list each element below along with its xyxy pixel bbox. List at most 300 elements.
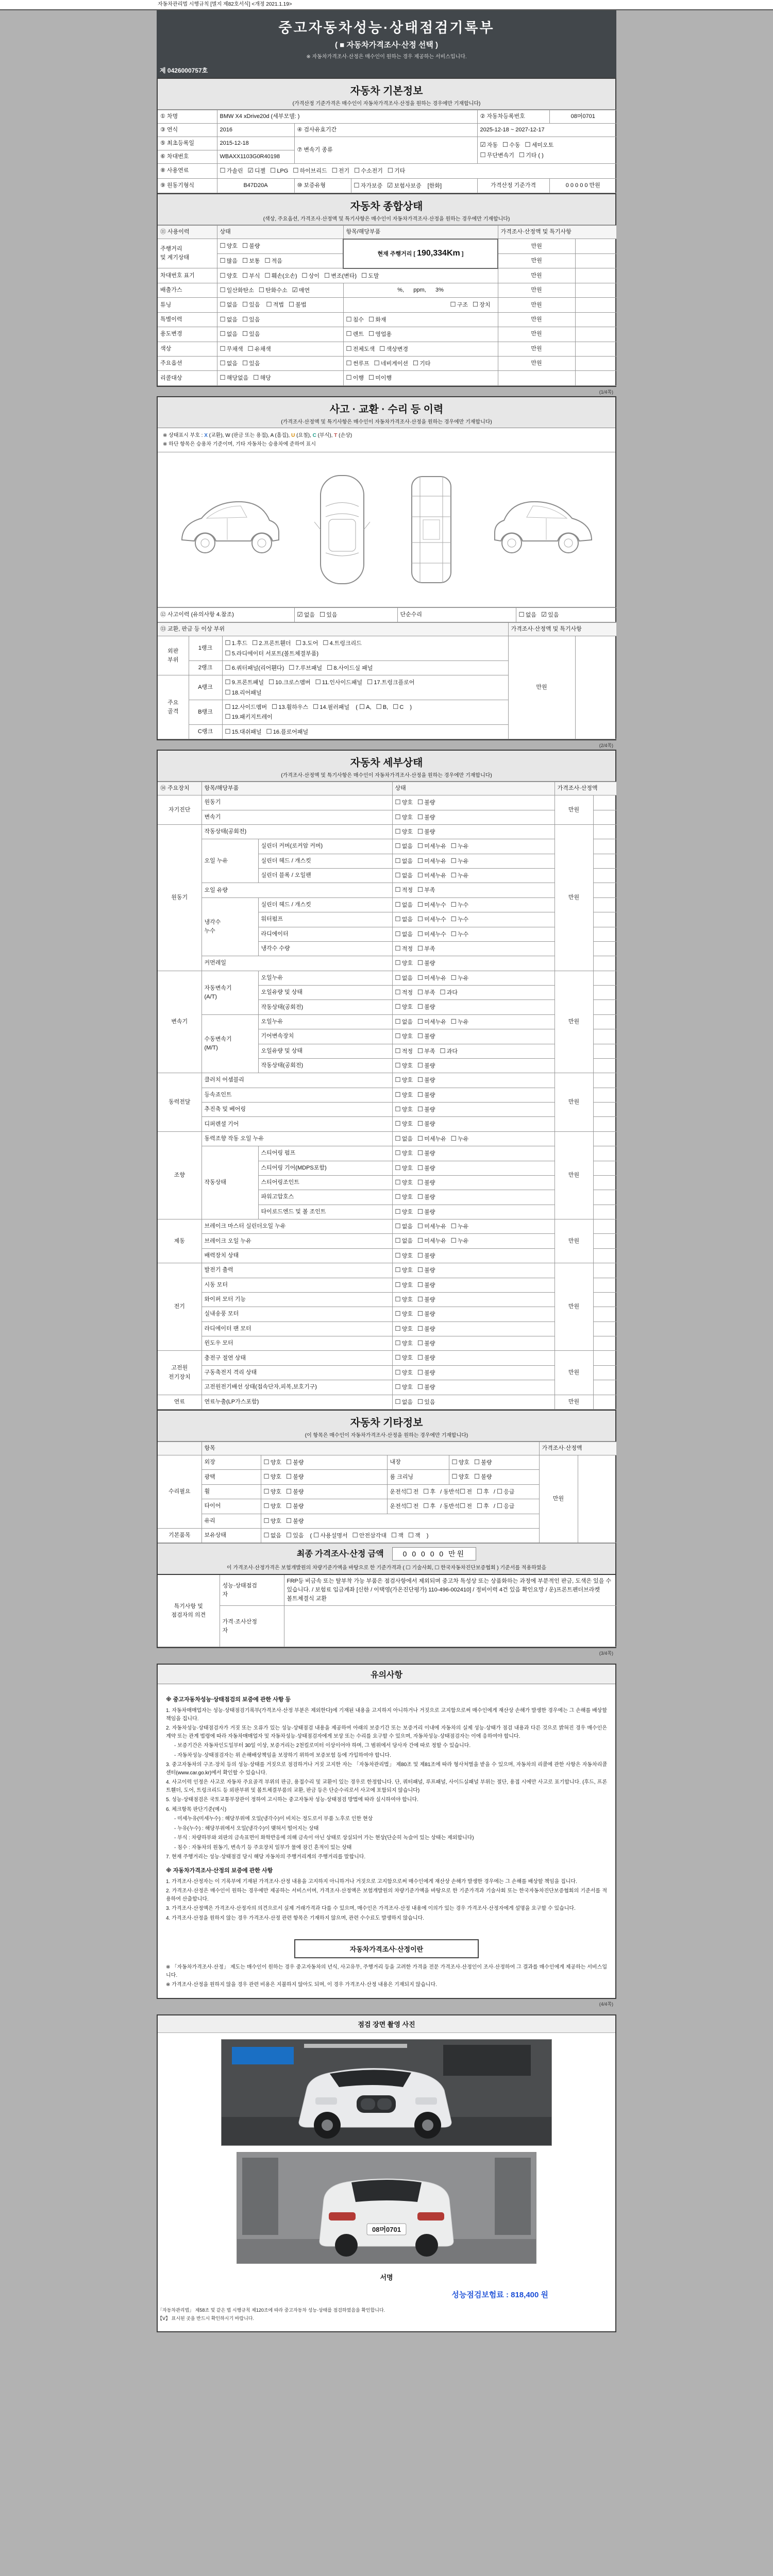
checkbox-있음[interactable]: ☐ bbox=[417, 1398, 424, 1405]
checkbox-적정[interactable]: ☐ bbox=[395, 1047, 401, 1055]
checkbox-없음[interactable]: ☐ bbox=[220, 330, 226, 338]
cell bbox=[158, 1395, 201, 1409]
cell bbox=[343, 327, 498, 342]
checkbox-9.프론트패널[interactable]: ☐ bbox=[225, 679, 231, 686]
checkbox-적음[interactable]: ☐ bbox=[264, 257, 271, 264]
label-car-name bbox=[158, 110, 217, 124]
checkbox-불량[interactable]: ☐ bbox=[417, 1340, 424, 1347]
checkbox-누유[interactable]: ☐ bbox=[450, 1018, 457, 1025]
checkbox-미세누유[interactable]: ☐ bbox=[417, 872, 424, 879]
checkbox-수동[interactable]: ☐ bbox=[502, 141, 509, 149]
checkbox-label: 후 bbox=[430, 1488, 436, 1495]
checkbox-label: 있음 bbox=[293, 1532, 304, 1539]
checkbox-불량[interactable]: ☐ bbox=[285, 1473, 292, 1481]
checkbox-없음[interactable]: ☐ bbox=[395, 1223, 401, 1230]
cell bbox=[258, 1000, 392, 1014]
cell bbox=[593, 795, 616, 810]
checkbox-불량[interactable]: ☐ bbox=[474, 1473, 480, 1481]
cell bbox=[201, 1484, 261, 1499]
checkbox-label: 없음 bbox=[226, 316, 238, 323]
checkbox-label: 불량 bbox=[424, 1326, 435, 1332]
checkbox-3.도어[interactable]: ☐ bbox=[295, 639, 301, 647]
cell-text: 만원 bbox=[531, 360, 542, 367]
checkbox-양호[interactable]: ☐ bbox=[395, 1193, 401, 1201]
checkbox-양호[interactable]: ☐ bbox=[395, 1368, 401, 1376]
checkbox-label: 하이브리드 bbox=[299, 168, 327, 175]
cell-text: 고전원전기배선 상태(접속단자,피복,보호기구) bbox=[204, 1384, 317, 1391]
checkbox-양호[interactable]: ☐ bbox=[220, 272, 226, 279]
checkbox-양호[interactable]: ☐ bbox=[395, 1032, 401, 1040]
checkbox-label: 7.루브패널 bbox=[295, 665, 323, 671]
checkbox-없음[interactable]: ☐ bbox=[395, 1134, 401, 1142]
cell-text: ( bbox=[354, 704, 359, 711]
value-warranty-type bbox=[351, 178, 477, 193]
checkbox-잭[interactable]: ☐ bbox=[408, 1531, 414, 1539]
checkbox-없음[interactable]: ☐ bbox=[395, 1018, 401, 1025]
checkbox-불량[interactable]: ☐ bbox=[417, 1164, 424, 1172]
checkbox-구조[interactable]: ☐ bbox=[450, 301, 456, 309]
checkbox-불량[interactable]: ☐ bbox=[417, 827, 424, 835]
checkbox-기타[interactable]: ☐ bbox=[387, 167, 394, 175]
cell-text: FRP등 비금속 또는 탈부착 가능 부품은 점검사항에서 제외되며 중고차 특성상 또는 상품화하는 과정에 부분적인 판금, 도색은 있을 수 있습니다. / 보험료 입금계좌 [신한 / 이택영(가온진단평가) 110-496-002410] / 정비이력 4건 있음 확인요망 / 운)프론트펜더브라켓 볼트체결식 교환 bbox=[287, 1578, 612, 1602]
checkbox-불량[interactable]: ☐ bbox=[417, 1076, 424, 1084]
checkbox-양호[interactable]: ☐ bbox=[395, 1383, 401, 1391]
checkbox-있음[interactable]: ☐ bbox=[242, 330, 248, 338]
checkbox-18.리어패널[interactable]: ☐ bbox=[225, 688, 231, 696]
checkbox-누수[interactable]: ☐ bbox=[450, 901, 457, 908]
checkbox-없음[interactable]: ☐ bbox=[518, 611, 525, 618]
checkbox-무단변속기[interactable]: ☐ bbox=[480, 151, 486, 159]
cell bbox=[217, 327, 343, 342]
checkbox-없음[interactable]: ☐ bbox=[395, 974, 401, 981]
checkbox-전[interactable]: ☐ bbox=[406, 1487, 412, 1495]
checkbox-장치[interactable]: ☐ bbox=[473, 301, 479, 309]
checkbox-label: 부족 bbox=[424, 945, 435, 952]
cell bbox=[189, 724, 222, 739]
checkbox-양호[interactable]: ☐ bbox=[395, 1106, 401, 1113]
cell-text: 기본품목 bbox=[168, 1532, 191, 1539]
checkbox-label: 미세누수 bbox=[424, 917, 446, 923]
checkbox-침수[interactable]: ☐ bbox=[346, 315, 352, 323]
cell bbox=[217, 283, 343, 298]
checkbox-C[interactable]: ☐ bbox=[393, 703, 399, 711]
checkbox-label: 양호 bbox=[401, 960, 413, 967]
checkbox-label: 양호 bbox=[401, 1341, 413, 1347]
cell-text: 만원 bbox=[568, 1398, 580, 1405]
checkbox-label: 침수 bbox=[352, 316, 364, 323]
cell bbox=[508, 636, 575, 739]
checkbox-자동[interactable]: ☑ bbox=[480, 141, 486, 149]
checkbox-일산화탄소[interactable]: ☐ bbox=[220, 286, 226, 294]
checkbox-label: 색상변경 bbox=[386, 346, 408, 352]
checkbox-양호[interactable]: ☐ bbox=[263, 1459, 270, 1466]
checkbox-양호[interactable]: ☐ bbox=[395, 1281, 401, 1289]
checkbox-없음[interactable]: ☐ bbox=[395, 916, 401, 923]
cell bbox=[593, 883, 616, 897]
checkbox-후[interactable]: ☐ bbox=[423, 1502, 429, 1510]
checkbox-label: 없음 bbox=[401, 902, 413, 908]
checkbox-양호[interactable]: ☐ bbox=[395, 1251, 401, 1259]
checkbox-양호[interactable]: ☐ bbox=[395, 1340, 401, 1347]
cell-text: ) bbox=[425, 1532, 429, 1539]
checkbox-안전삼각대[interactable]: ☐ bbox=[352, 1531, 358, 1539]
checkbox-불량[interactable]: ☐ bbox=[417, 1368, 424, 1376]
checkbox-디젤[interactable]: ☑ bbox=[247, 167, 254, 175]
checkbox-전[interactable]: ☐ bbox=[406, 1502, 412, 1510]
cell bbox=[593, 1307, 616, 1321]
checkbox-불량[interactable]: ☐ bbox=[474, 1459, 480, 1466]
checkbox-1.후드[interactable]: ☐ bbox=[225, 639, 231, 647]
checkbox-양호[interactable]: ☐ bbox=[395, 1208, 401, 1215]
section-overall-condition bbox=[157, 194, 616, 387]
checkbox-양호[interactable]: ☐ bbox=[263, 1502, 270, 1510]
cell bbox=[593, 1351, 616, 1365]
checkbox-상이[interactable]: ☐ bbox=[301, 272, 308, 279]
checkbox-있음[interactable]: ☐ bbox=[319, 611, 326, 618]
checkbox-불량[interactable]: ☐ bbox=[417, 1003, 424, 1011]
cell-text: 원동기 bbox=[171, 894, 188, 901]
car-diagram-top-body bbox=[311, 470, 373, 589]
checkbox-있음[interactable]: ☐ bbox=[285, 1531, 292, 1539]
checkbox-매연[interactable]: ☑ bbox=[292, 286, 298, 294]
checkbox-있음[interactable]: ☐ bbox=[242, 359, 248, 367]
overall-condition-table bbox=[158, 225, 616, 386]
checkbox-LPG[interactable]: ☐ bbox=[270, 167, 276, 175]
checkbox-미세누유[interactable]: ☐ bbox=[417, 1018, 424, 1025]
checkbox-없음[interactable]: ☐ bbox=[395, 857, 401, 865]
checkbox-label: A, bbox=[366, 704, 372, 711]
checkbox-양호[interactable]: ☐ bbox=[395, 1295, 401, 1303]
checkbox-label: 양호 bbox=[401, 1107, 413, 1113]
cell bbox=[593, 956, 616, 971]
checkbox-13.휠하우스[interactable]: ☐ bbox=[272, 703, 278, 711]
checkbox-이행[interactable]: ☐ bbox=[346, 374, 352, 382]
checkbox-불량[interactable]: ☐ bbox=[417, 1383, 424, 1391]
checkbox-양호[interactable]: ☐ bbox=[395, 1061, 401, 1069]
checkbox-후[interactable]: ☐ bbox=[476, 1487, 483, 1495]
checkbox-훼손(오손)[interactable]: ☐ bbox=[264, 272, 271, 279]
checkbox-14.필러패널[interactable]: ☐ bbox=[313, 703, 319, 711]
checkbox-없음[interactable]: ☐ bbox=[395, 872, 401, 879]
checkbox-미세누유[interactable]: ☐ bbox=[417, 1237, 424, 1245]
cell bbox=[258, 897, 392, 912]
checkbox-있음[interactable]: ☐ bbox=[242, 301, 248, 309]
checkbox-19.패키지트레이[interactable]: ☐ bbox=[225, 713, 231, 721]
cell-text: 만원 bbox=[568, 1238, 580, 1244]
checkbox-양호[interactable]: ☐ bbox=[395, 1149, 401, 1157]
checkbox-label: 잭 bbox=[415, 1532, 421, 1539]
checkbox-15.대쉬패널[interactable]: ☐ bbox=[225, 727, 231, 735]
checkbox-B,[interactable]: ☐ bbox=[376, 703, 382, 711]
checkbox-양호[interactable]: ☐ bbox=[395, 799, 401, 806]
checkbox-양호[interactable]: ☐ bbox=[395, 813, 401, 821]
checkbox-후[interactable]: ☐ bbox=[423, 1487, 429, 1495]
cell bbox=[217, 312, 343, 327]
checkbox-수소전기[interactable]: ☐ bbox=[354, 167, 360, 175]
current-mileage bbox=[343, 239, 498, 268]
checkbox-불량[interactable]: ☐ bbox=[417, 1091, 424, 1098]
checkbox-하이브리드[interactable]: ☐ bbox=[293, 167, 299, 175]
checkbox-label: 상이 bbox=[308, 273, 320, 279]
checkbox-label: 불량 bbox=[424, 1384, 435, 1391]
checkbox-미세누수[interactable]: ☐ bbox=[417, 930, 424, 938]
checkbox-누유[interactable]: ☐ bbox=[450, 1237, 457, 1245]
checkbox-양호[interactable]: ☐ bbox=[395, 1164, 401, 1172]
cell-text: 등속죠인트 bbox=[204, 1091, 232, 1098]
checkbox-양호[interactable]: ☐ bbox=[263, 1517, 270, 1524]
checkbox-기타[interactable]: ☐ bbox=[412, 359, 419, 367]
checkbox-양호[interactable]: ☐ bbox=[263, 1473, 270, 1481]
checkbox-label: 잭 bbox=[398, 1532, 404, 1539]
checkbox-5.라디에이터 서포트(볼트체결부품)[interactable]: ☐ bbox=[225, 649, 231, 657]
cell-text: / bbox=[493, 1503, 497, 1510]
label-inspector bbox=[220, 1574, 284, 1606]
checkbox-불량[interactable]: ☐ bbox=[285, 1517, 292, 1524]
checkbox-10.크로스멤버[interactable]: ☐ bbox=[268, 679, 275, 686]
checkbox-전체도색[interactable]: ☐ bbox=[346, 345, 352, 352]
cell bbox=[392, 1395, 554, 1409]
checkbox-미세누유[interactable]: ☐ bbox=[417, 857, 424, 865]
checkbox-없음[interactable]: ☐ bbox=[220, 301, 226, 309]
cell bbox=[201, 810, 392, 824]
checkbox-label: 일산화탄소 bbox=[226, 287, 254, 294]
cell bbox=[554, 1073, 593, 1132]
checkbox-불량[interactable]: ☐ bbox=[417, 1149, 424, 1157]
checkbox-미세누수[interactable]: ☐ bbox=[417, 901, 424, 908]
checkbox-양호[interactable]: ☐ bbox=[395, 1310, 401, 1318]
checkbox-없음[interactable]: ☑ bbox=[297, 611, 303, 618]
checkbox-17.트렁크플로어[interactable]: ☐ bbox=[367, 679, 373, 686]
checkbox-label: 매연 bbox=[298, 287, 310, 294]
cell bbox=[217, 371, 343, 385]
checkbox-전[interactable]: ☐ bbox=[460, 1487, 466, 1495]
checkbox-유채색[interactable]: ☐ bbox=[247, 345, 254, 352]
checkbox-6.쿼터패널(리어휀다)[interactable]: ☐ bbox=[225, 664, 231, 671]
checkbox-불량[interactable]: ☐ bbox=[417, 1281, 424, 1289]
checkbox-부족[interactable]: ☐ bbox=[417, 1047, 424, 1055]
checkbox-보험사보증[interactable]: ☑ bbox=[387, 181, 393, 189]
checkbox-8.사이드실 패널[interactable]: ☐ bbox=[327, 664, 333, 671]
checkbox-불량[interactable]: ☐ bbox=[417, 813, 424, 821]
checkbox-7.루브패널[interactable]: ☐ bbox=[289, 664, 295, 671]
checkbox-자가보증[interactable]: ☐ bbox=[354, 181, 360, 189]
checkbox-도말[interactable]: ☐ bbox=[361, 272, 367, 279]
checkbox-불량[interactable]: ☐ bbox=[417, 1061, 424, 1069]
checkbox-양호[interactable]: ☐ bbox=[395, 827, 401, 835]
checkbox-무채색[interactable]: ☐ bbox=[220, 345, 226, 352]
checkbox-적정[interactable]: ☐ bbox=[395, 989, 401, 996]
checkbox-없음[interactable]: ☐ bbox=[220, 359, 226, 367]
checkbox-부족[interactable]: ☐ bbox=[417, 989, 424, 996]
cell-text: ④ 검사유효기간 bbox=[297, 127, 337, 133]
cell-text: 성능·상태점검 bbox=[222, 1582, 257, 1589]
checkbox-양호[interactable]: ☐ bbox=[395, 1120, 401, 1128]
checkbox-2.프론트휀더[interactable]: ☐ bbox=[252, 639, 258, 647]
checkbox-색상변경[interactable]: ☐ bbox=[379, 345, 385, 352]
checkbox-보통[interactable]: ☐ bbox=[242, 257, 248, 264]
checkbox-label: 미세누유 bbox=[424, 843, 446, 850]
checkbox-불량[interactable]: ☐ bbox=[417, 1032, 424, 1040]
notice-line: 7. 현재 주행거리는 성능·상태점검 당시 해당 자동차의 주행거리계의 주행거리를 말합니다. bbox=[166, 1854, 366, 1860]
checkbox-미세누유[interactable]: ☐ bbox=[417, 842, 424, 850]
checkbox-응급[interactable]: ☐ bbox=[496, 1502, 503, 1510]
checkbox-label: 11.인사이드패널 bbox=[322, 680, 363, 686]
checkbox-양호[interactable]: ☐ bbox=[220, 242, 226, 250]
checkbox-전기[interactable]: ☐ bbox=[331, 167, 338, 175]
cell bbox=[575, 636, 616, 739]
checkbox-불량[interactable]: ☐ bbox=[242, 242, 248, 250]
checkbox-적정[interactable]: ☐ bbox=[395, 886, 401, 894]
checkbox-label: 응급 bbox=[503, 1488, 515, 1495]
checkbox-적정[interactable]: ☐ bbox=[395, 944, 401, 952]
checkbox-미세누유[interactable]: ☐ bbox=[417, 974, 424, 981]
checkbox-불량[interactable]: ☐ bbox=[417, 959, 424, 967]
checkbox-변조(변타)[interactable]: ☐ bbox=[324, 272, 330, 279]
checkbox-양호[interactable]: ☐ bbox=[395, 1178, 401, 1186]
cell-text: 디퍼렌셜 기어 bbox=[204, 1121, 239, 1127]
checkbox-양호[interactable]: ☐ bbox=[263, 1487, 270, 1495]
checkbox-불량[interactable]: ☐ bbox=[417, 1120, 424, 1128]
checkbox-양호[interactable]: ☐ bbox=[395, 1003, 401, 1011]
checkbox-해당[interactable]: ☐ bbox=[253, 374, 259, 382]
cell bbox=[158, 636, 189, 675]
checkbox-미세누유[interactable]: ☐ bbox=[417, 1223, 424, 1230]
checkbox-양호[interactable]: ☐ bbox=[395, 1325, 401, 1332]
checkbox-label: 양호 bbox=[401, 1326, 413, 1332]
checkbox-label: 불량 bbox=[424, 814, 435, 821]
cell bbox=[217, 253, 343, 268]
cell bbox=[217, 225, 343, 239]
cell bbox=[392, 941, 554, 956]
checkbox-있음[interactable]: ☑ bbox=[541, 611, 547, 618]
checkbox-양호[interactable]: ☐ bbox=[395, 1354, 401, 1362]
checkbox-있음[interactable]: ☐ bbox=[242, 315, 248, 323]
checkbox-누유[interactable]: ☐ bbox=[450, 872, 457, 879]
checkbox-불량[interactable]: ☐ bbox=[417, 799, 424, 806]
cell-text: 가격산정 기준가격 bbox=[490, 182, 536, 189]
checkbox-미세누수[interactable]: ☐ bbox=[417, 916, 424, 923]
checkbox-12.사이드멤버[interactable]: ☐ bbox=[225, 703, 231, 711]
checkbox-과다[interactable]: ☐ bbox=[440, 989, 446, 996]
checkbox-후[interactable]: ☐ bbox=[476, 1502, 483, 1510]
checkbox-양호[interactable]: ☐ bbox=[395, 959, 401, 967]
checkbox-응급[interactable]: ☐ bbox=[496, 1487, 503, 1495]
checkbox-label: 6.쿼터패널(리어휀다) bbox=[231, 665, 284, 671]
checkbox-누유[interactable]: ☐ bbox=[450, 1134, 457, 1142]
checkbox-해당없음[interactable]: ☐ bbox=[220, 374, 226, 382]
checkbox-불량[interactable]: ☐ bbox=[417, 1208, 424, 1215]
label-fuel bbox=[158, 164, 217, 178]
checkbox-부족[interactable]: ☐ bbox=[417, 944, 424, 952]
checkbox-적법[interactable]: ☐ bbox=[266, 301, 272, 309]
checkbox-탄화수소[interactable]: ☐ bbox=[258, 286, 265, 294]
checkbox-기타 ( )[interactable]: ☐ bbox=[518, 151, 525, 159]
checkbox-불량[interactable]: ☐ bbox=[417, 1251, 424, 1259]
checkbox-양호[interactable]: ☐ bbox=[395, 1266, 401, 1274]
checkbox-16.플로어패널[interactable]: ☐ bbox=[266, 727, 272, 735]
checkbox-없음[interactable]: ☐ bbox=[395, 842, 401, 850]
checkbox-label: 미세누수 bbox=[424, 931, 446, 938]
checkbox-label: 없음 bbox=[226, 360, 238, 367]
checkbox-label: 무채색 bbox=[226, 346, 243, 352]
checkbox-불량[interactable]: ☐ bbox=[417, 1266, 424, 1274]
cell-text: 전기장치 bbox=[168, 1374, 191, 1380]
checkbox-렌트[interactable]: ☐ bbox=[346, 330, 352, 338]
checkbox-label: 4.트렁크리드 bbox=[329, 640, 362, 647]
checkbox-네비게이션[interactable]: ☐ bbox=[374, 359, 380, 367]
checkbox-없음[interactable]: ☐ bbox=[263, 1531, 270, 1539]
checkbox-양호[interactable]: ☐ bbox=[451, 1473, 458, 1481]
checkbox-A,[interactable]: ☐ bbox=[359, 703, 365, 711]
checkbox-잭[interactable]: ☐ bbox=[391, 1531, 397, 1539]
notice-line: 2. 자동차성능·상태점검자가 거짓 또는 오류가 있는 성능·상태점검 내용을 제공하여 아래의 보증기간 또는 보증거리 이내에 자동차의 실제 성능·상태가 점검 내용과 다른 것으로 밝혀진 경우 매수인은 계약 또는 관계 법령에 따라 자동차매매업자 및 자동차성능·상태점검자에게 보상 또는 수리를 요구할 수 있으며, 자동차성능·상태점검자는 이에 응하여야 합니다. bbox=[166, 1725, 607, 1739]
checkbox-가솔린[interactable]: ☐ bbox=[220, 167, 226, 175]
checkbox-부식[interactable]: ☐ bbox=[242, 272, 248, 279]
checkbox-누유[interactable]: ☐ bbox=[450, 842, 457, 850]
checkbox-불법[interactable]: ☐ bbox=[289, 301, 295, 309]
checkbox-11.인사이드패널[interactable]: ☐ bbox=[315, 679, 321, 686]
checkbox-없음[interactable]: ☐ bbox=[395, 1237, 401, 1245]
checkbox-불량[interactable]: ☐ bbox=[285, 1502, 292, 1510]
checkbox-사용설명서[interactable]: ☐ bbox=[313, 1531, 320, 1539]
checkbox-누수[interactable]: ☐ bbox=[450, 916, 457, 923]
checkbox-불량[interactable]: ☐ bbox=[417, 1325, 424, 1332]
checkbox-썬루프[interactable]: ☐ bbox=[346, 359, 352, 367]
notice-line: 【Ⅴ】 표시된 곳을 반드시 확인하시기 바랍니다. bbox=[158, 2315, 254, 2321]
checkbox-미세누유[interactable]: ☐ bbox=[417, 1134, 424, 1142]
checkbox-양호[interactable]: ☐ bbox=[395, 1076, 401, 1084]
checkbox-누수[interactable]: ☐ bbox=[450, 930, 457, 938]
checkbox-불량[interactable]: ☐ bbox=[417, 1310, 424, 1318]
checkbox-불량[interactable]: ☐ bbox=[417, 1354, 424, 1362]
checkbox-label: 불량 bbox=[424, 1092, 435, 1098]
checkbox-없음[interactable]: ☐ bbox=[220, 315, 226, 323]
checkbox-세미오토[interactable]: ☐ bbox=[525, 141, 531, 149]
cell-text: 실린더 블록 / 오일팬 bbox=[261, 872, 311, 879]
checkbox-label: 양호 bbox=[401, 1179, 413, 1186]
checkbox-없음[interactable]: ☐ bbox=[395, 901, 401, 908]
checkbox-불량[interactable]: ☐ bbox=[417, 1295, 424, 1303]
checkbox-불량[interactable]: ☐ bbox=[417, 1178, 424, 1186]
checkbox-전[interactable]: ☐ bbox=[460, 1502, 466, 1510]
checkbox-영업용[interactable]: ☐ bbox=[368, 330, 375, 338]
cell bbox=[201, 1234, 392, 1248]
checkbox-불량[interactable]: ☐ bbox=[417, 1193, 424, 1201]
checkbox-없음[interactable]: ☐ bbox=[395, 1398, 401, 1405]
checkbox-화재[interactable]: ☐ bbox=[368, 315, 375, 323]
checkbox-없음[interactable]: ☐ bbox=[395, 930, 401, 938]
checkbox-양호[interactable]: ☐ bbox=[395, 1091, 401, 1098]
checkbox-불량[interactable]: ☐ bbox=[285, 1487, 292, 1495]
checkbox-많음[interactable]: ☐ bbox=[220, 257, 226, 264]
cell-text: 만원 bbox=[531, 258, 542, 264]
checkbox-label: 적법 bbox=[273, 302, 284, 309]
checkbox-누유[interactable]: ☐ bbox=[450, 974, 457, 981]
checkbox-4.트렁크리드[interactable]: ☐ bbox=[323, 639, 329, 647]
checkbox-불량[interactable]: ☐ bbox=[285, 1459, 292, 1466]
checkbox-부족[interactable]: ☐ bbox=[417, 886, 424, 894]
checkbox-미이행[interactable]: ☐ bbox=[368, 374, 375, 382]
checkbox-누유[interactable]: ☐ bbox=[450, 857, 457, 865]
checkbox-누유[interactable]: ☐ bbox=[450, 1223, 457, 1230]
cell bbox=[201, 1103, 392, 1117]
checkbox-양호[interactable]: ☐ bbox=[451, 1459, 458, 1466]
section-accident-history bbox=[157, 396, 616, 740]
checkbox-과다[interactable]: ☐ bbox=[440, 1047, 446, 1055]
checkbox-불량[interactable]: ☐ bbox=[417, 1106, 424, 1113]
value-accident-history bbox=[294, 607, 397, 622]
cell bbox=[222, 724, 508, 739]
